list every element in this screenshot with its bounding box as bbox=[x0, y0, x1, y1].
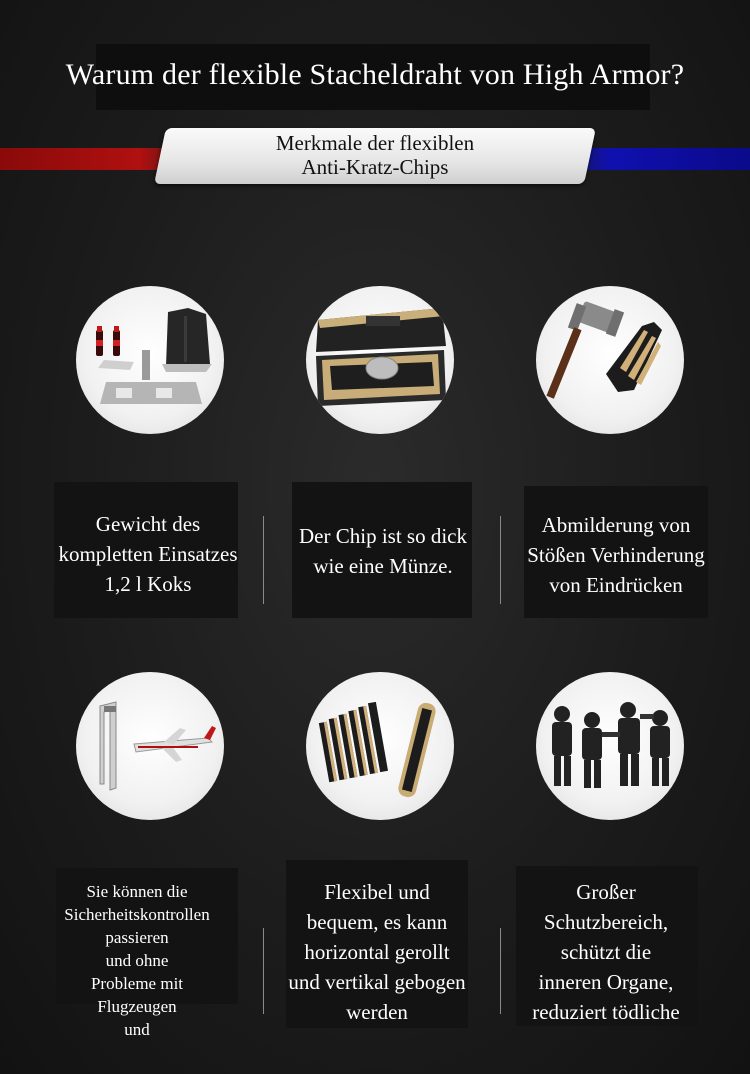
people-demonstration-icon bbox=[536, 672, 684, 820]
feature-5-line-5: werden bbox=[346, 1000, 408, 1024]
hammer-and-chips-icon bbox=[536, 286, 684, 434]
feature-4-text bbox=[26, 880, 248, 1041]
chip-with-coin-icon bbox=[306, 286, 454, 434]
feature-6-line-1: Großer bbox=[576, 880, 636, 904]
feature-4-line-5: Probleme mit bbox=[90, 974, 184, 993]
divider bbox=[263, 516, 264, 604]
feature-6-line-4: inneren Organe, bbox=[538, 970, 674, 994]
feature-5-line-1: Flexibel und bbox=[324, 880, 430, 904]
feature-3-line-3: von Eindrücken bbox=[549, 573, 683, 597]
section-banner-text bbox=[160, 131, 590, 179]
divider bbox=[500, 516, 501, 604]
divider bbox=[500, 928, 501, 1014]
feature-4-line-7: und bbox=[124, 1020, 150, 1039]
feature-4-line-2: Sicherheitskontrollen bbox=[64, 905, 210, 924]
feature-6-line-3: schützt die bbox=[560, 940, 652, 964]
feature-3-line-2: Stößen Verhinderung bbox=[527, 543, 705, 567]
feature-3-line-1: Abmilderung von bbox=[541, 513, 691, 537]
feature-4-line-4: und ohne bbox=[105, 951, 169, 970]
page-title: Warum der flexible Stacheldraht von High Armor? bbox=[65, 58, 685, 91]
feature-5-line-2: bequem, es kann bbox=[306, 910, 448, 934]
feature-5-line-4: und vertikal gebogen bbox=[288, 970, 466, 994]
scale-with-bottles-and-jacket-icon bbox=[76, 286, 224, 434]
feature-5-text bbox=[264, 877, 490, 1027]
feature-3-text bbox=[506, 510, 726, 600]
feature-2-line-2: wie eine Münze. bbox=[313, 554, 453, 578]
divider bbox=[263, 928, 264, 1014]
feature-4-line-6: Flugzeugen bbox=[97, 997, 177, 1016]
feature-4-line-1: Sie können die bbox=[86, 882, 188, 901]
rolled-chips-icon bbox=[306, 672, 454, 820]
banner-line-2: Anti-Kratz-Chips bbox=[301, 155, 449, 179]
feature-6-line-2: Schutzbereich, bbox=[543, 910, 669, 934]
feature-6-text bbox=[500, 877, 712, 1027]
feature-2-text bbox=[272, 521, 494, 581]
banner-line-1: Merkmale der flexiblen bbox=[275, 131, 475, 155]
feature-5-line-3: horizontal gerollt bbox=[304, 940, 450, 964]
security-gate-and-airplane-icon bbox=[76, 672, 224, 820]
feature-6-line-5: reduziert tödliche bbox=[532, 1000, 680, 1024]
feature-4-line-3: passieren bbox=[105, 928, 169, 947]
feature-1-line-3: 1,2 l Koks bbox=[104, 572, 192, 596]
feature-2-line-1: Der Chip ist so dick bbox=[299, 524, 467, 548]
feature-1-line-2: kompletten Einsatzes bbox=[58, 542, 238, 566]
feature-1-text bbox=[36, 509, 260, 599]
feature-1-line-1: Gewicht des bbox=[95, 512, 201, 536]
